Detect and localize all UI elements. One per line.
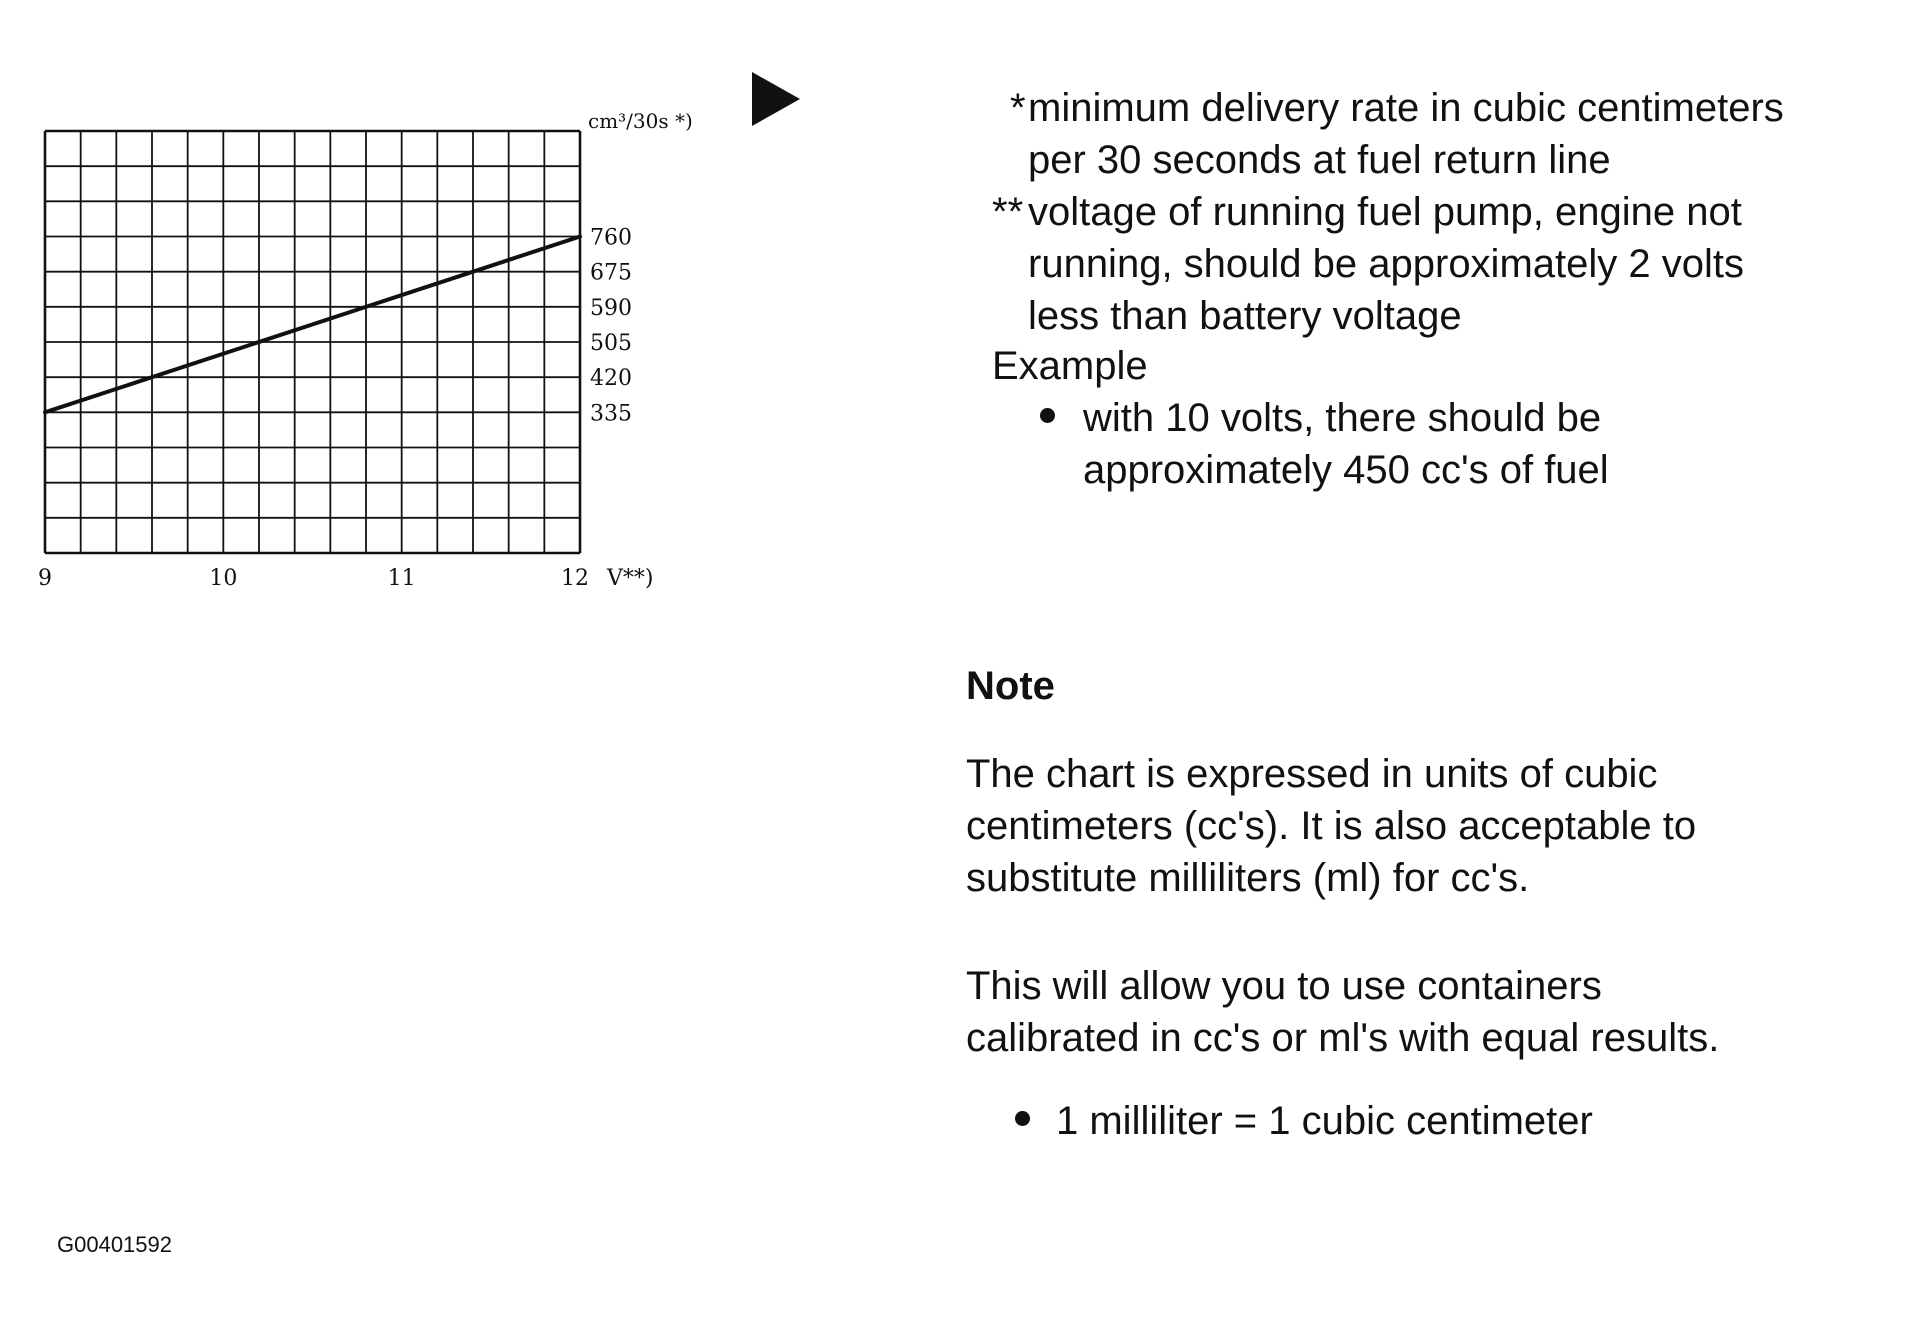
footnote-line-5: less than battery voltage	[1028, 294, 1462, 338]
y-tick-label: 505	[590, 331, 632, 356]
example-line-2: approximately 450 cc's of fuel	[1083, 448, 1609, 492]
y-tick-label: 675	[590, 260, 632, 286]
x-tick-label: 10	[209, 566, 238, 591]
note-paragraph-1-line-1: The chart is expressed in units of cubic	[966, 752, 1658, 796]
series-line	[45, 237, 580, 413]
note-paragraph-2-line-2: calibrated in cc's or ml's with equal results.	[966, 1016, 1720, 1060]
bullet-icon	[1040, 408, 1055, 423]
y-axis-label: cm³/30s *)	[588, 109, 693, 133]
footnote-line-3: voltage of running fuel pump, engine not	[1028, 190, 1742, 234]
y-tick-label: 760	[590, 225, 632, 251]
y-tick-label: 335	[590, 401, 632, 427]
example-heading: Example	[992, 344, 1148, 388]
y-tick-label: 590	[590, 295, 632, 321]
footnote-line-2: per 30 seconds at fuel return line	[1028, 138, 1611, 182]
note-heading: Note	[966, 664, 1055, 708]
pointer-arrow-icon	[752, 72, 800, 126]
footnote-line-1: minimum delivery rate in cubic centimeters	[1028, 86, 1784, 130]
x-tick-labels	[38, 566, 589, 591]
y-tick-label: 420	[590, 366, 632, 392]
footnote-line-4: running, should be approximately 2 volts	[1028, 242, 1744, 286]
bullet-icon	[1015, 1111, 1030, 1126]
x-tick-label: 11	[387, 566, 416, 591]
y-tick-labels	[590, 226, 632, 427]
example-line-1: with 10 volts, there should be	[1083, 396, 1602, 440]
footnote-single-asterisk: *	[1010, 86, 1026, 130]
note-paragraph-1-line-3: substitute milliliters (ml) for cc's.	[966, 856, 1530, 900]
x-tick-label: 9	[38, 566, 52, 591]
x-tick-label: 12	[561, 566, 589, 591]
note-paragraph-2-line-1: This will allow you to use containers	[966, 964, 1602, 1008]
x-axis-label: V**)	[607, 566, 654, 591]
chart-grid	[45, 131, 580, 553]
figure-id: G00401592	[57, 1232, 172, 1257]
fuel-delivery-chart	[0, 0, 760, 620]
chart-series	[45, 237, 580, 413]
note-paragraph-1-line-2: centimeters (cc's). It is also acceptable to	[966, 804, 1697, 848]
note-bullet-text: 1 milliliter = 1 cubic centimeter	[1056, 1099, 1593, 1143]
footnote-double-asterisk: **	[992, 190, 1024, 234]
